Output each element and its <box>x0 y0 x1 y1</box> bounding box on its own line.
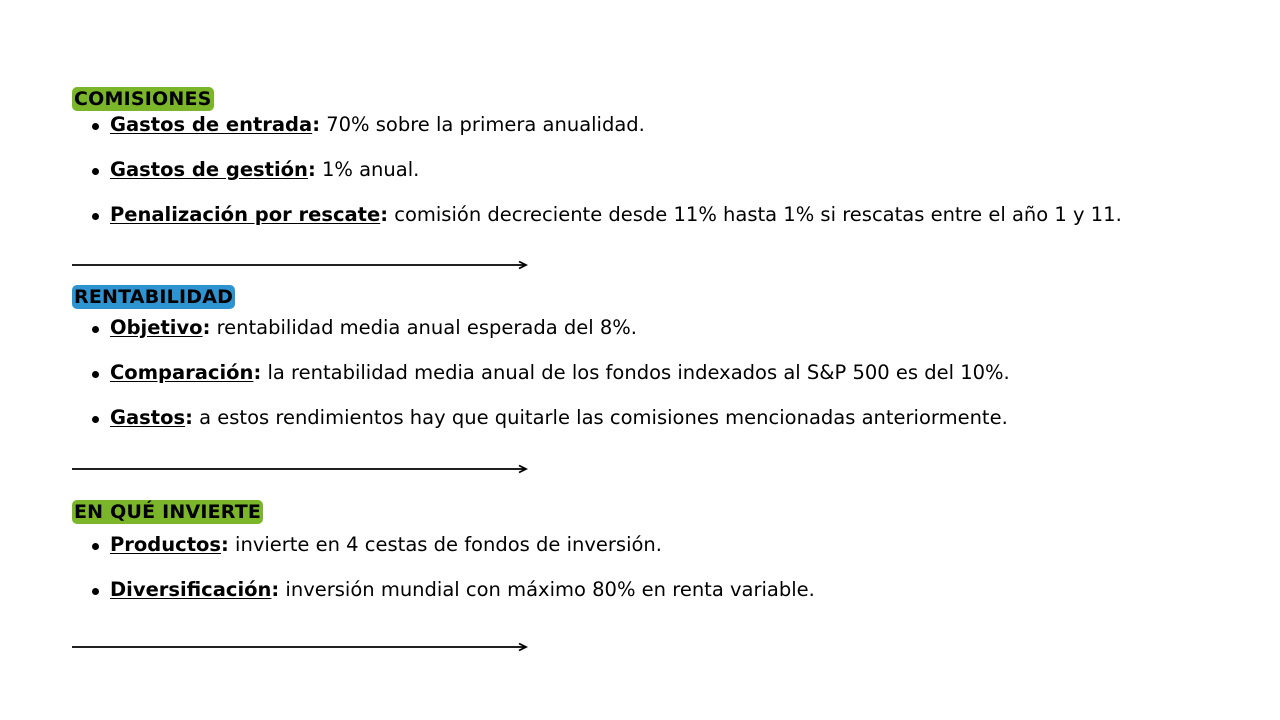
item-term: Objetivo <box>110 316 203 339</box>
comisiones-list <box>72 113 1222 227</box>
item-text: inversión mundial con máximo 80% en renta variable. <box>279 578 815 601</box>
bullet-icon <box>92 168 99 175</box>
term-colon: : <box>221 533 229 556</box>
item-term: Diversificación <box>110 578 272 601</box>
item-text: comisión decreciente desde 11% hasta 1% si rescatas entre el año 1 y 11. <box>388 203 1122 226</box>
bullet-icon <box>92 543 99 550</box>
rentabilidad-list <box>72 316 1222 430</box>
term-colon: : <box>202 316 211 339</box>
item-text: 1% anual. <box>315 158 420 181</box>
item-text: 70% sobre la primera anualidad. <box>320 113 645 136</box>
list-item <box>72 533 1222 557</box>
term-colon: : <box>312 113 320 136</box>
list-item <box>72 158 1222 182</box>
item-term: Gastos <box>110 406 186 429</box>
item-text: rentabilidad media anual esperada del 8%. <box>210 316 637 339</box>
list-item <box>72 578 1222 602</box>
bullet-icon <box>92 588 99 595</box>
section-comisiones <box>72 87 1222 227</box>
arrow-divider-icon <box>72 260 528 270</box>
item-text: a estos rendimientos hay que quitarle las comisiones mencionadas anteriormente. <box>192 406 1008 429</box>
bullet-icon <box>92 213 99 220</box>
section-heading-rentabilidad: RENTABILIDAD <box>74 286 234 308</box>
list-item <box>72 203 1222 227</box>
term-colon: : <box>253 361 262 384</box>
en-que-invierte-list <box>72 533 1222 602</box>
term-colon: : <box>307 158 316 181</box>
item-term: Comparación <box>110 361 254 384</box>
bullet-icon <box>92 416 99 423</box>
section-rentabilidad <box>72 285 1222 430</box>
term-colon: : <box>271 578 280 601</box>
item-term: Gastos de gestión <box>110 158 308 181</box>
item-term: Gastos de entrada <box>110 113 313 136</box>
arrow-divider-icon <box>72 464 528 474</box>
term-colon: : <box>380 203 389 226</box>
arrow-divider-icon <box>72 642 528 652</box>
section-heading-comisiones: COMISIONES <box>74 88 212 110</box>
section-en-que-invierte <box>72 500 1222 602</box>
bullet-icon <box>92 326 99 333</box>
section-heading-en-que-invierte: EN QUÉ INVIERTE <box>74 501 262 523</box>
item-term: Productos <box>110 533 222 556</box>
item-text: invierte en 4 cestas de fondos de inversión. <box>228 533 662 556</box>
item-text: la rentabilidad media anual de los fondos indexados al S&P 500 es del 10%. <box>261 361 1010 384</box>
term-colon: : <box>185 406 193 429</box>
item-term: Penalización por rescate <box>110 203 381 226</box>
bullet-icon <box>92 371 99 378</box>
list-item <box>72 113 1222 137</box>
list-item <box>72 361 1222 385</box>
list-item <box>72 316 1222 340</box>
list-item <box>72 406 1222 430</box>
bullet-icon <box>92 123 99 130</box>
